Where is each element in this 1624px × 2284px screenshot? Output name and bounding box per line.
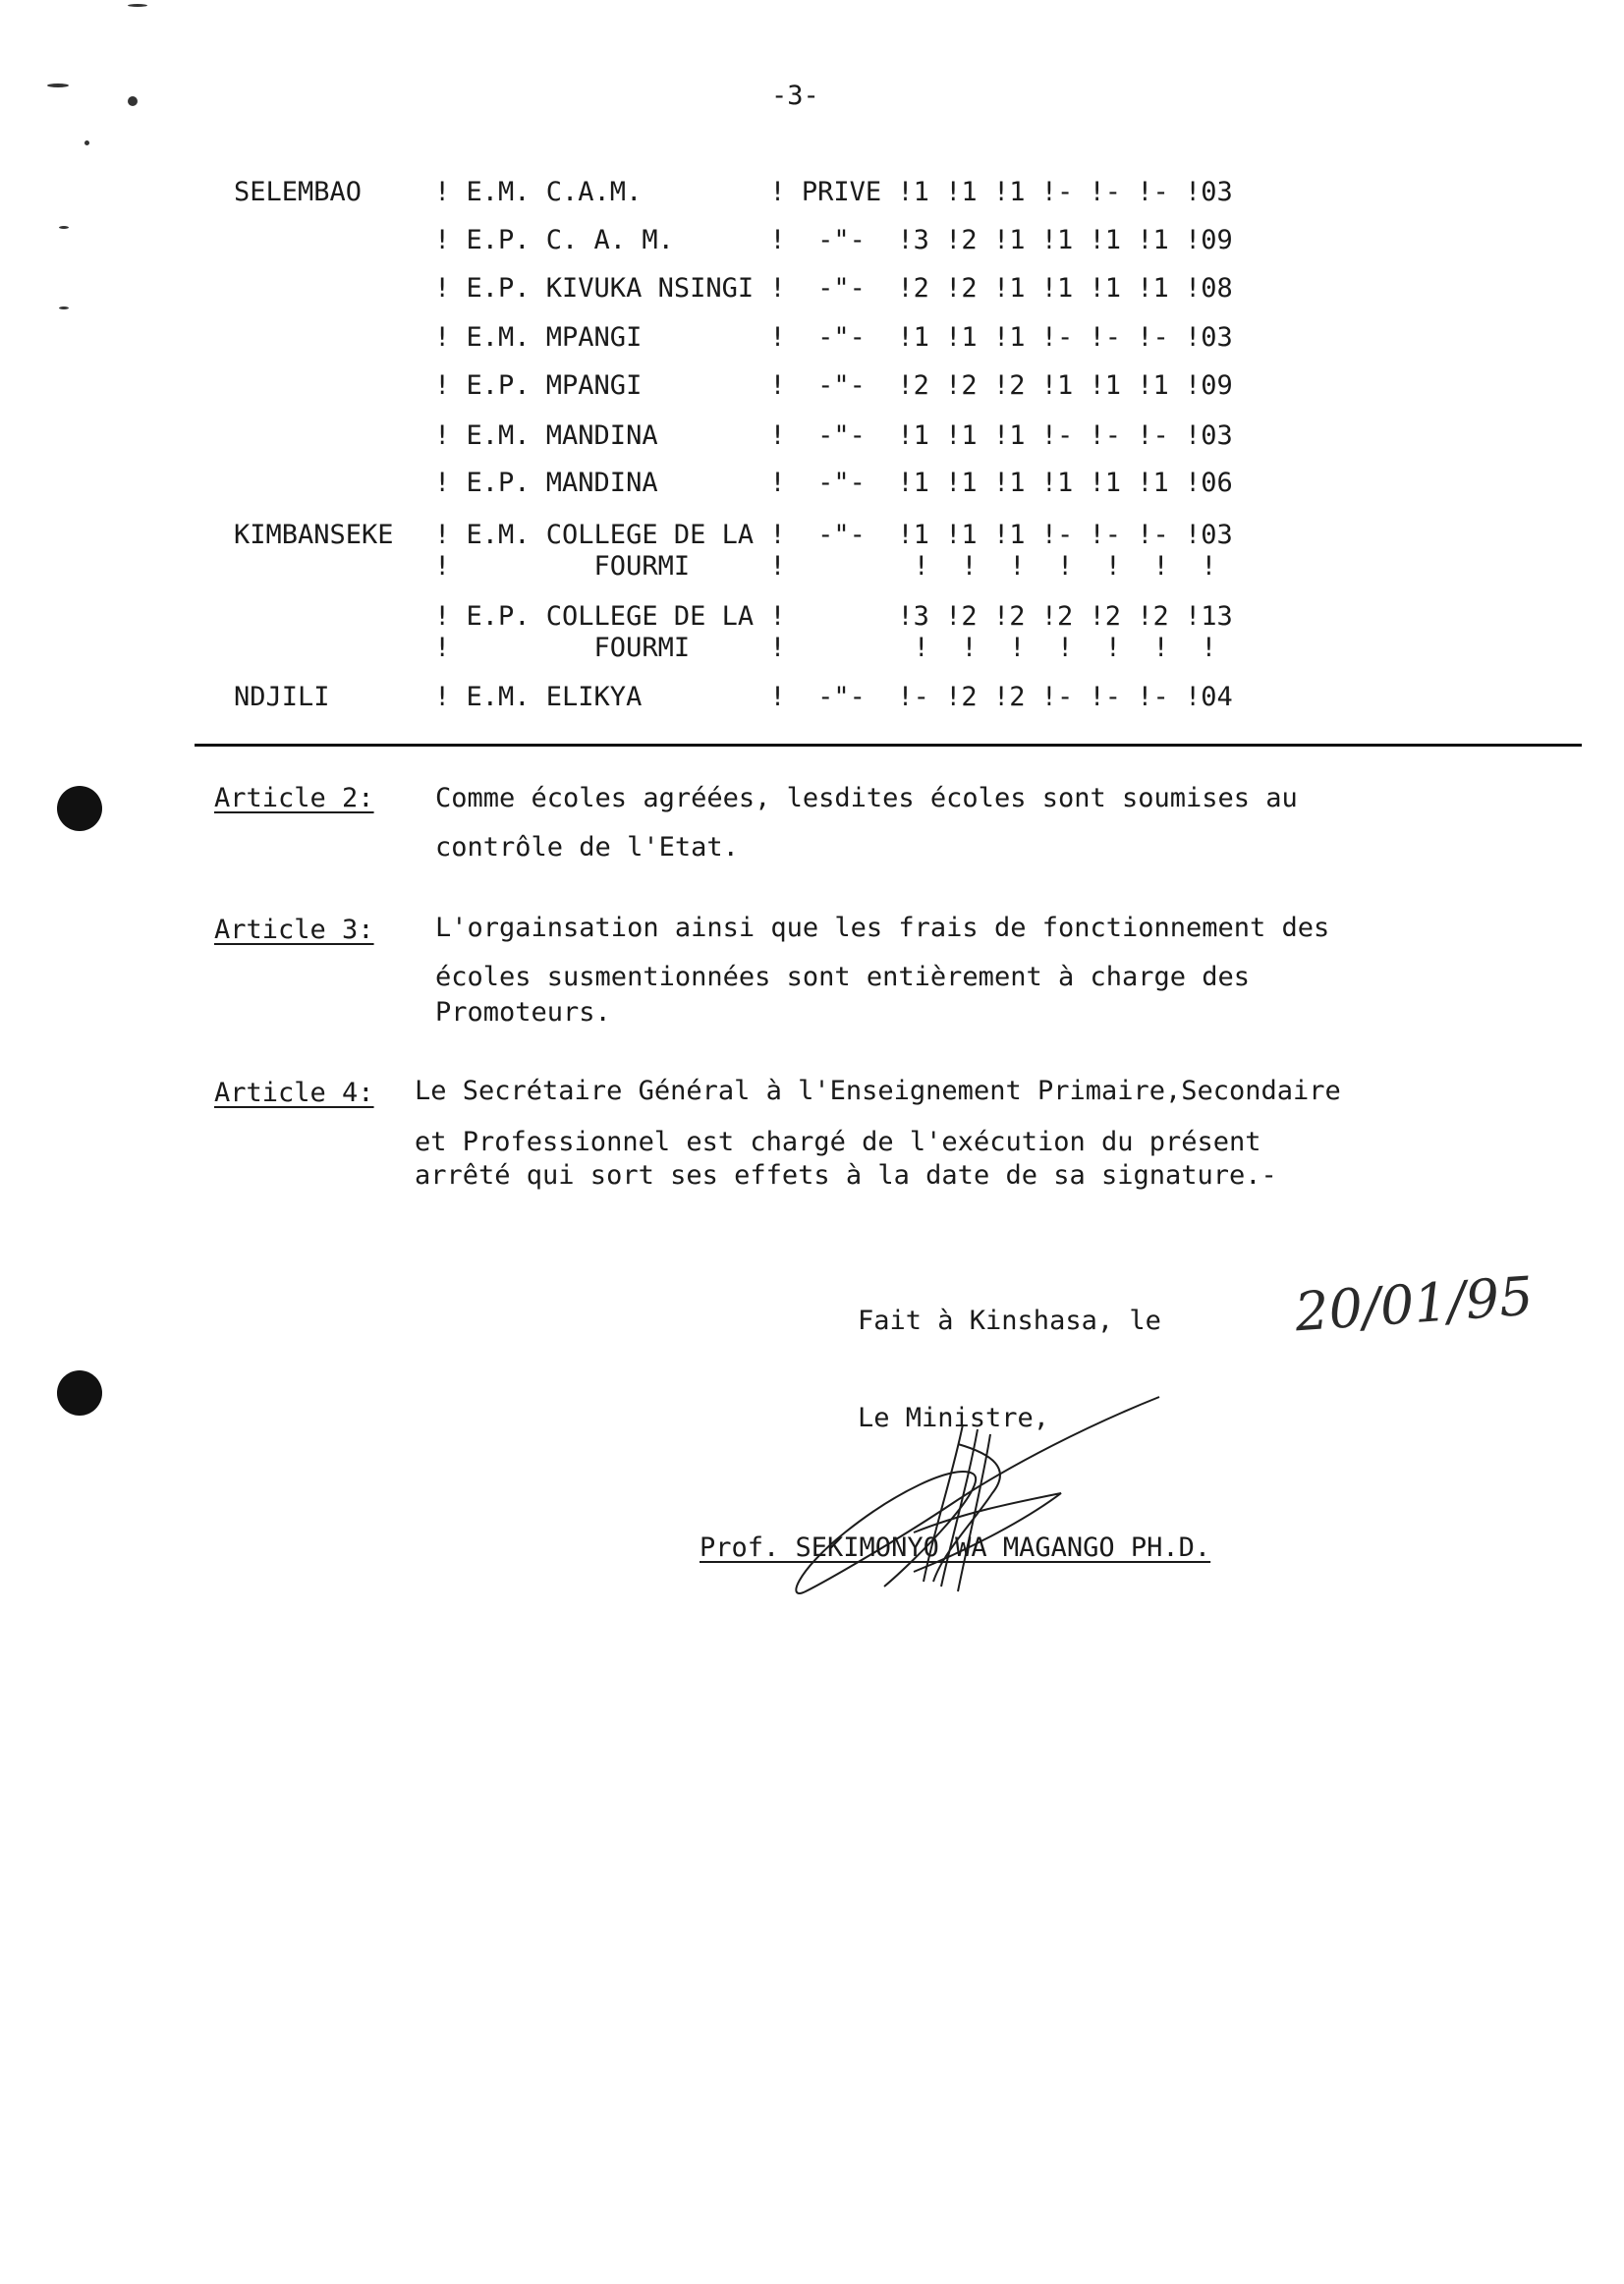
- handwritten-date: 20/01/95: [1293, 1264, 1536, 1344]
- punch-hole-top: [57, 786, 102, 831]
- table-row-continuation: ! FOURMI ! ! ! ! ! ! ! !: [434, 551, 1217, 582]
- article-label: Article 3:: [214, 915, 374, 945]
- scan-speck: [59, 226, 69, 229]
- scan-speck: [59, 306, 69, 309]
- article-text-line: arrêté qui sort ses effets à la date de sa signature.-: [415, 1160, 1277, 1191]
- article-text-line: et Professionnel est chargé de l'exécution du présent: [415, 1127, 1261, 1157]
- table-row: ! E.M. ELIKYA ! -"- !- !2 !2 !- !- !- !04: [434, 682, 1233, 712]
- table-row: ! E.P. MPANGI ! -"- !2 !2 !2 !1 !1 !1 !09: [434, 370, 1233, 401]
- article-text-line: Le Secrétaire Général à l'Enseignement Primaire,Secondaire: [415, 1076, 1341, 1106]
- place-date-label: Fait à Kinshasa, le: [858, 1306, 1161, 1336]
- article-label: Article 2:: [214, 783, 374, 813]
- table-row: ! E.P. MANDINA ! -"- !1 !1 !1 !1 !1 !1 !06: [434, 468, 1233, 498]
- signature-scribble: [766, 1385, 1199, 1611]
- table-row: ! E.P. C. A. M. ! -"- !3 !2 !1 !1 !1 !1 !09: [434, 225, 1233, 255]
- article-text-line: Comme écoles agréées, lesdites écoles sont soumises au: [435, 783, 1298, 813]
- table-row: ! E.M. C.A.M. ! PRIVE !1 !1 !1 !- !- !- !03: [434, 177, 1233, 207]
- table-row-continuation: ! FOURMI ! ! ! ! ! ! ! !: [434, 633, 1217, 663]
- table-row: ! E.P. KIVUKA NSINGI ! -"- !2 !2 !1 !1 !1 !1 !08: [434, 273, 1233, 304]
- table-row: ! E.M. MPANGI ! -"- !1 !1 !1 !- !- !- !03: [434, 322, 1233, 353]
- table-row: ! E.M. COLLEGE DE LA ! -"- !1 !1 !1 !- !- !- !03: [434, 520, 1233, 550]
- article-text-line: contrôle de l'Etat.: [435, 832, 739, 863]
- page-number: -3-: [771, 81, 819, 111]
- table-row-commune: NDJILI: [234, 682, 330, 712]
- scan-speck: [128, 96, 138, 106]
- table-row-commune: KIMBANSEKE: [234, 520, 394, 550]
- table-bottom-rule: [195, 744, 1582, 747]
- minister-title: Le Ministre,: [858, 1403, 1050, 1433]
- signatory-name: Prof. SEKIMONYO WA MAGANGO PH.D.: [700, 1532, 1211, 1563]
- article-text-line: L'orgainsation ainsi que les frais de fonctionnement des: [435, 913, 1330, 943]
- table-row: ! E.M. MANDINA ! -"- !1 !1 !1 !- !- !- !03: [434, 420, 1233, 451]
- article-label: Article 4:: [214, 1078, 374, 1108]
- scan-speck: [84, 140, 89, 145]
- article-text-line: écoles susmentionnées sont entièrement à charge des: [435, 962, 1251, 992]
- scan-speck: [128, 4, 147, 7]
- scan-speck: [47, 84, 69, 87]
- punch-hole-bottom: [57, 1370, 102, 1416]
- table-row-commune: SELEMBAO: [234, 177, 363, 207]
- table-row: ! E.P. COLLEGE DE LA ! !3 !2 !2 !2 !2 !2 !13: [434, 601, 1233, 632]
- article-text-line: Promoteurs.: [435, 997, 611, 1028]
